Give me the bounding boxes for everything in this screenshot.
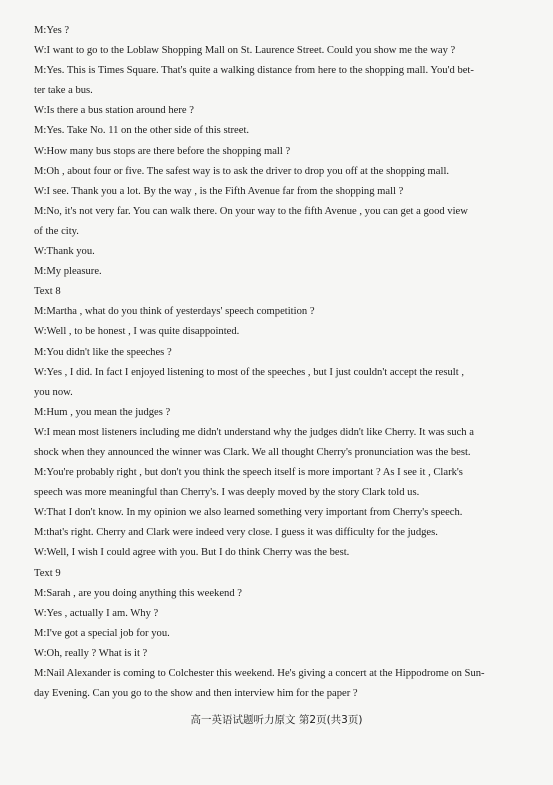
- text-line: M:Nail Alexander is coming to Colchester this weekend. He's giving a concert at the Hippodrome on Sun-: [34, 668, 485, 679]
- text-line: M:I've got a special job for you.: [34, 627, 170, 639]
- text-line: W:Oh, really ? What is it ?: [34, 647, 148, 659]
- text-line: speech was more meaningful than Cherry's. I was deeply moved by the story Clark told us.: [34, 487, 420, 499]
- section-heading: Text 8: [34, 286, 61, 298]
- text-line: M:that's right. Cherry and Clark were indeed very close. I guess it was difficulty for the judges.: [34, 527, 438, 539]
- section-heading: Text 9: [34, 567, 61, 579]
- text-line: M:Oh , about four or five. The safest way is to ask the driver to drop you off at the shopping mall.: [34, 165, 450, 177]
- text-line: W:Well, I wish I could agree with you. But I do think Cherry was the best.: [34, 547, 350, 559]
- text-line: M:No, it's not very far. You can walk there. On your way to the fifth Avenue , you can get a good view: [34, 205, 468, 217]
- text-line: M:You didn't like the speeches ?: [34, 346, 172, 358]
- text-line: W:Thank you.: [34, 246, 95, 258]
- text-line: W:Yes , I did. In fact I enjoyed listening to most of the speeches , but I just couldn't accept the result ,: [34, 366, 464, 378]
- text-line: W:I want to go to the Loblaw Shopping Mall on St. Laurence Street. Could you show me the way ?: [34, 45, 456, 57]
- text-line: you now.: [34, 386, 73, 398]
- text-line: W:Is there a bus station around here ?: [34, 105, 194, 117]
- text-line: W:I mean most listeners including me didn't understand why the judges didn't like Cherry. It was such a: [34, 426, 474, 438]
- text-line: day Evening. Can you go to the show and then interview him for the paper ?: [34, 688, 358, 700]
- text-line: M:Sarah , are you doing anything this weekend ?: [34, 587, 243, 599]
- text-line: M:Yes. This is Times Square. That's quite a walking distance from here to the shopping mall. You'd bet-: [34, 65, 474, 77]
- text-line: M:Hum , you mean the judges ?: [34, 406, 171, 418]
- page-footer: 高一英语试题听力原文 第2页(共3页): [190, 714, 363, 726]
- text-line: W:Well , to be honest , I was quite disappointed.: [34, 326, 240, 338]
- text-line: M:You're probably right , but don't you think the speech itself is more important ? As I see it , Clark's: [34, 467, 463, 479]
- text-line: W:That I don't know. In my opinion we also learned something very important from Cherry's speech.: [34, 507, 463, 519]
- text-line: of the city.: [34, 225, 79, 237]
- text-line: M:Yes. Take No. 11 on the other side of this street.: [34, 125, 250, 137]
- text-line: W:Yes , actually I am. Why ?: [34, 607, 159, 619]
- text-line: W:I see. Thank you a lot. By the way , is the Fifth Avenue far from the shopping mall ?: [34, 185, 404, 197]
- text-line: W:How many bus stops are there before the shopping mall ?: [34, 145, 291, 157]
- text-line: M:My pleasure.: [34, 266, 102, 278]
- text-line: shock when they announced the winner was Clark. We all thought Cherry's pronunciation was the best.: [34, 446, 471, 458]
- text-line: M:Yes ?: [34, 25, 70, 36]
- text-line: ter take a bus.: [34, 85, 93, 97]
- text-line: M:Martha , what do you think of yesterdays' speech competition ?: [34, 306, 315, 318]
- transcript-text: [34, 21, 516, 704]
